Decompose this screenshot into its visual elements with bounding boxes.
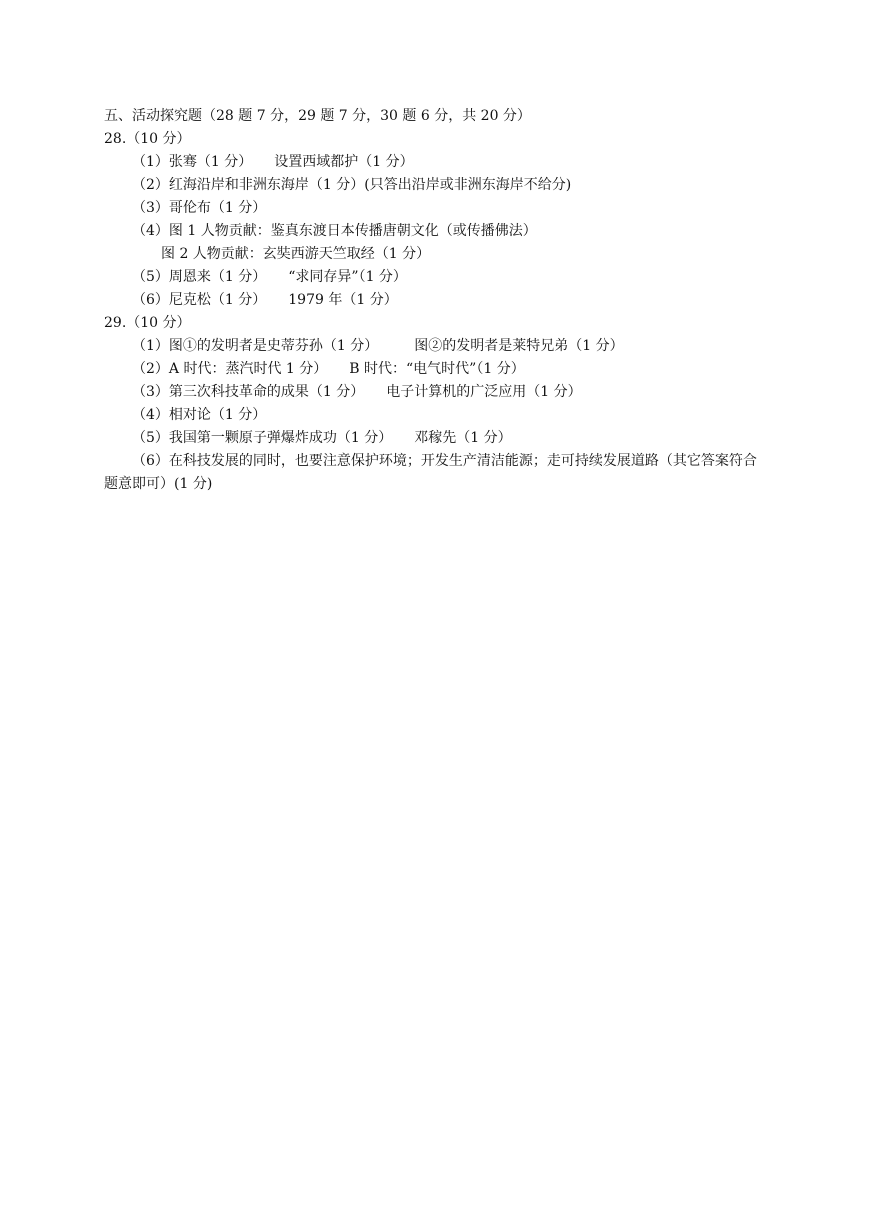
q28-answer-5-part-b: “求同存异”（1 分）: [288, 269, 407, 285]
q28-answer-1-part-b: 设置西域都护（1 分）: [274, 154, 414, 170]
q29-answer-1-part-b: 图②的发明者是莱特兄弟（1 分）: [414, 338, 624, 354]
q28-answer-2: （2）红海沿岸和非洲东海岸（1 分）(只答出沿岸或非洲东海岸不给分): [132, 177, 572, 193]
q29-answer-6: （6）在科技发展的同时，也要注意保护环境；开发生产清洁能源；走可持续发展道路（其它答案符合题意即可）(1 分): [104, 453, 757, 492]
q29-answer-3-part-a: （3）第三次科技革命的成果（1 分）: [132, 384, 365, 400]
q29-answer-1: [104, 335, 769, 358]
q28-answer-4-line-2: 图 2 人物贡献：玄奘西游天竺取经（1 分）: [161, 246, 431, 262]
q29-answer-5-part-a: （5）我国第一颗原子弹爆炸成功（1 分）: [132, 430, 393, 446]
q29-answer-2-part-b: B 时代：“电气时代”（1 分）: [349, 361, 525, 377]
question-29-header: 29.（10 分）: [104, 315, 191, 331]
q29-answer-3-part-b: 电子计算机的广泛应用（1 分）: [386, 384, 582, 400]
q28-answer-1: [104, 151, 769, 174]
q29-answer-2-part-a: （2）A 时代：蒸汽时代 1 分）: [132, 361, 328, 377]
q28-answer-1-part-a: （1）张骞（1 分）: [132, 154, 253, 170]
q29-answer-3: [104, 381, 769, 404]
q28-answer-6: [104, 289, 769, 312]
q28-answer-5-part-a: （5）周恩来（1 分）: [132, 269, 267, 285]
answer-key-content: [104, 105, 769, 496]
q28-answer-5: [104, 266, 769, 289]
q28-answer-3: （3）哥伦布（1 分）: [132, 200, 267, 216]
q29-answer-1-part-a: （1）图①的发明者是史蒂芬孙（1 分）: [132, 338, 379, 354]
q29-answer-4: （4）相对论（1 分）: [132, 407, 267, 423]
q29-answer-5-part-b: 邓稼先（1 分）: [414, 430, 512, 446]
q28-answer-6-part-a: （6）尼克松（1 分）: [132, 292, 267, 308]
section-title: 五、活动探究题（28 题 7 分，29 题 7 分，30 题 6 分，共 20 分）: [104, 108, 531, 124]
question-28-header: 28.（10 分）: [104, 131, 191, 147]
q28-answer-4-line-1: （4）图 1 人物贡献：鉴真东渡日本传播唐朝文化（或传播佛法）: [132, 223, 537, 239]
q29-answer-5: [104, 427, 769, 450]
q29-answer-2: [104, 358, 769, 381]
q28-answer-6-part-b: 1979 年（1 分）: [288, 292, 398, 308]
